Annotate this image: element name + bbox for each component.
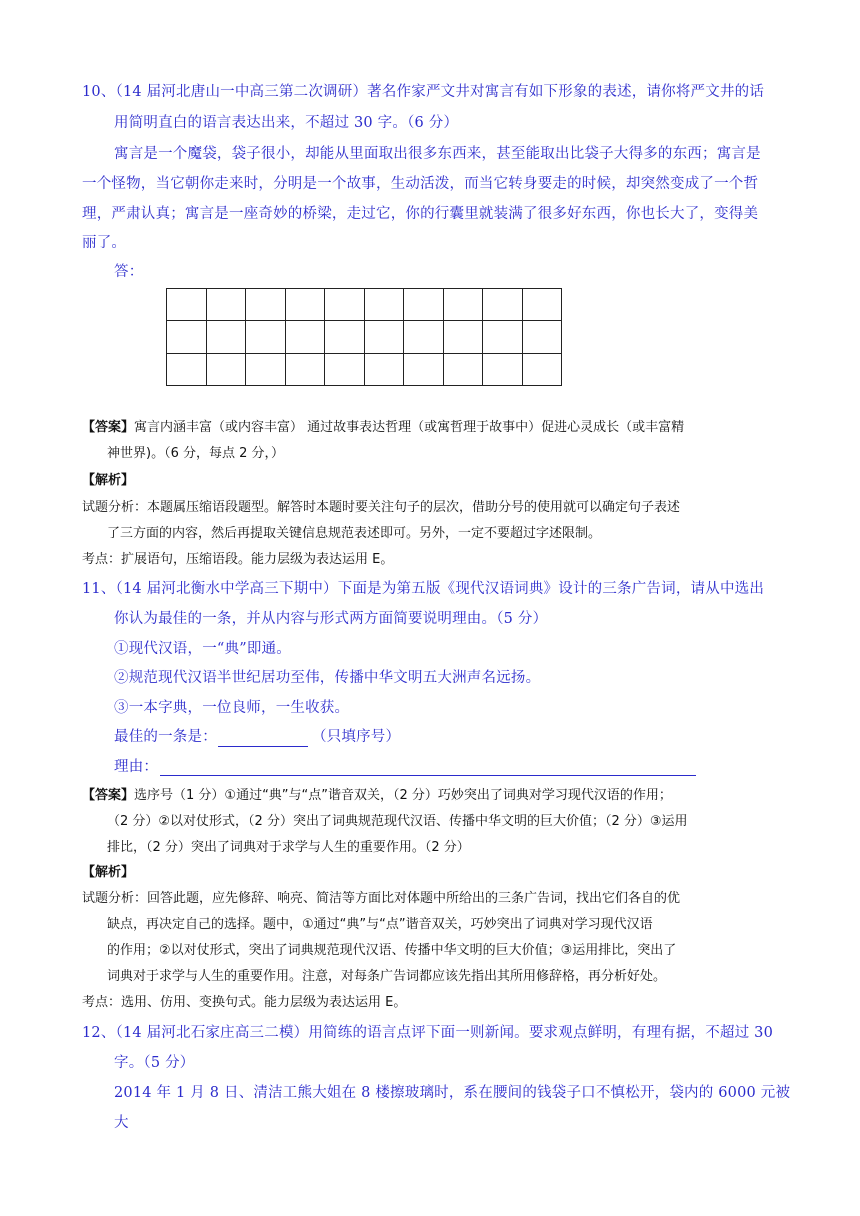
q10-passage-line3: 理，严肃认真；寓言是一座奇妙的桥梁，走过它，你的行囊里就装满了很多好东西，你也长大了，变得美 (82, 206, 759, 222)
q11-analysis-line3: 的作用；②以对仗形式，突出了词典规范现代汉语、传播中华文明的巨大价值；③运用排比，突出了 (107, 943, 677, 958)
q11-analysis-line4: 词典对于求学与人生的重要作用。注意，对每条广告词都应该先指出其所用修辞格，再分析好处。 (107, 969, 667, 984)
q11-option-3: ③一本字典，一位良师，一生收获。 (114, 700, 350, 716)
answer-grid[interactable] (166, 288, 562, 386)
q10-kaodian: 考点：扩展语句，压缩语段。能力层级为表达运用 E。 (82, 552, 394, 567)
q11-analysis-line1: 试题分析：回答此题，应先修辞、响亮、简洁等方面比对体题中所给出的三条广告词，找出它们各自的优 (82, 891, 681, 906)
q11-kaodian: 考点：选用、仿用、变换句式。能力层级为表达运用 E。 (82, 995, 407, 1010)
q11-answer-line2: （2 分）②以对仗形式，（2 分）突出了词典规范现代汉语、传播中华文明的巨大价值；（2 分）③运用 (107, 814, 688, 829)
q10-passage-line2: 一个怪物，当它朝你走来时，分明是一个故事，生动活泼，而当它转身要走的时候，却突然变成了一个哲 (82, 176, 759, 192)
q11-answer-line3: 排比，（2 分）突出了词典对于求学与人生的重要作用。（2 分） (107, 840, 470, 855)
q12-prompt-line2: 字。（5 分） (114, 1055, 195, 1071)
answer-tag: 【答案】 (82, 788, 135, 803)
q11-best-label: 最佳的一条是： (114, 729, 217, 745)
q10-answer-label: 答： (114, 264, 144, 280)
q12-passage-line1: 2014 年 1 月 8 日、清洁工熊大姐在 8 楼擦玻璃时，系在腰间的钱袋子口不慎松开，袋内的 6000 元被 (114, 1085, 791, 1101)
q10-analysis-line1: 试题分析：本题属压缩语段题型。解答时本题时要关注句子的层次，借助分号的使用就可以确定句子表述 (82, 500, 681, 515)
q11-option-1: ①现代汉语，一“典”即通。 (114, 641, 291, 657)
reason-blank[interactable] (160, 775, 696, 776)
q10-answer-line1: 【答案】寓言内涵丰富（或内容丰富） 通过故事表达哲理（或寓哲理于故事中）促进心灵成长（或丰富精 (82, 420, 685, 435)
q10-prompt-line2: 用简明直白的语言表达出来，不超过 30 字。（6 分） (114, 115, 459, 131)
best-answer-blank[interactable] (218, 746, 308, 747)
q12-passage-line2: 大 (114, 1115, 129, 1131)
answer-tag: 【答案】 (82, 420, 135, 435)
q10-analysis-line2: 了三方面的内容，然后再提取关键信息规范表述即可。另外，一定不要超过字述限制。 (107, 526, 602, 541)
q11-reason-label: 理由： (114, 759, 159, 775)
q10-passage-line4: 丽了。 (82, 235, 127, 251)
q10-prompt-line1: 10、（14 届河北唐山一中高三第二次调研）著名作家严文井对寓言有如下形象的表述，请你将严文井的话 (82, 84, 765, 100)
analysis-tag: 【解析】 (82, 473, 135, 488)
q12-prompt-line1: 12、（14 届河北石家庄高三二模）用简练的语言点评下面一则新闻。要求观点鲜明，有理有据，不超过 30 (82, 1025, 774, 1041)
q11-prompt-line1: 11、（14 届河北衡水中学高三下期中）下面是为第五版《现代汉语词典》设计的三条广告词，请从中选出 (82, 581, 765, 597)
q10-answer-line2: 神世界)。（6 分，每点 2 分，） (107, 446, 285, 461)
q11-answer-line1: 【答案】选序号（1 分）①通过“典”与“点”谐音双关，（2 分）巧妙突出了词典对学习现代汉语的作用； (82, 788, 672, 803)
q11-prompt-line2: 你认为最佳的一条，并从内容与形式两方面简要说明理由。（5 分） (114, 611, 548, 627)
analysis-tag: 【解析】 (82, 865, 135, 880)
q11-option-2: ②规范现代汉语半世纪居功至伟，传播中华文明五大洲声名远扬。 (114, 670, 541, 686)
q10-passage-line1: 寓言是一个魔袋，袋子很小，却能从里面取出很多东西来，甚至能取出比袋子大得多的东西；寓言是 (114, 146, 761, 162)
q11-best-hint: （只填序号） (312, 729, 401, 745)
q11-analysis-line2: 缺点，再决定自己的选择。题中，①通过“典”与“点”谐音双关，巧妙突出了词典对学习现代汉语 (107, 917, 653, 932)
